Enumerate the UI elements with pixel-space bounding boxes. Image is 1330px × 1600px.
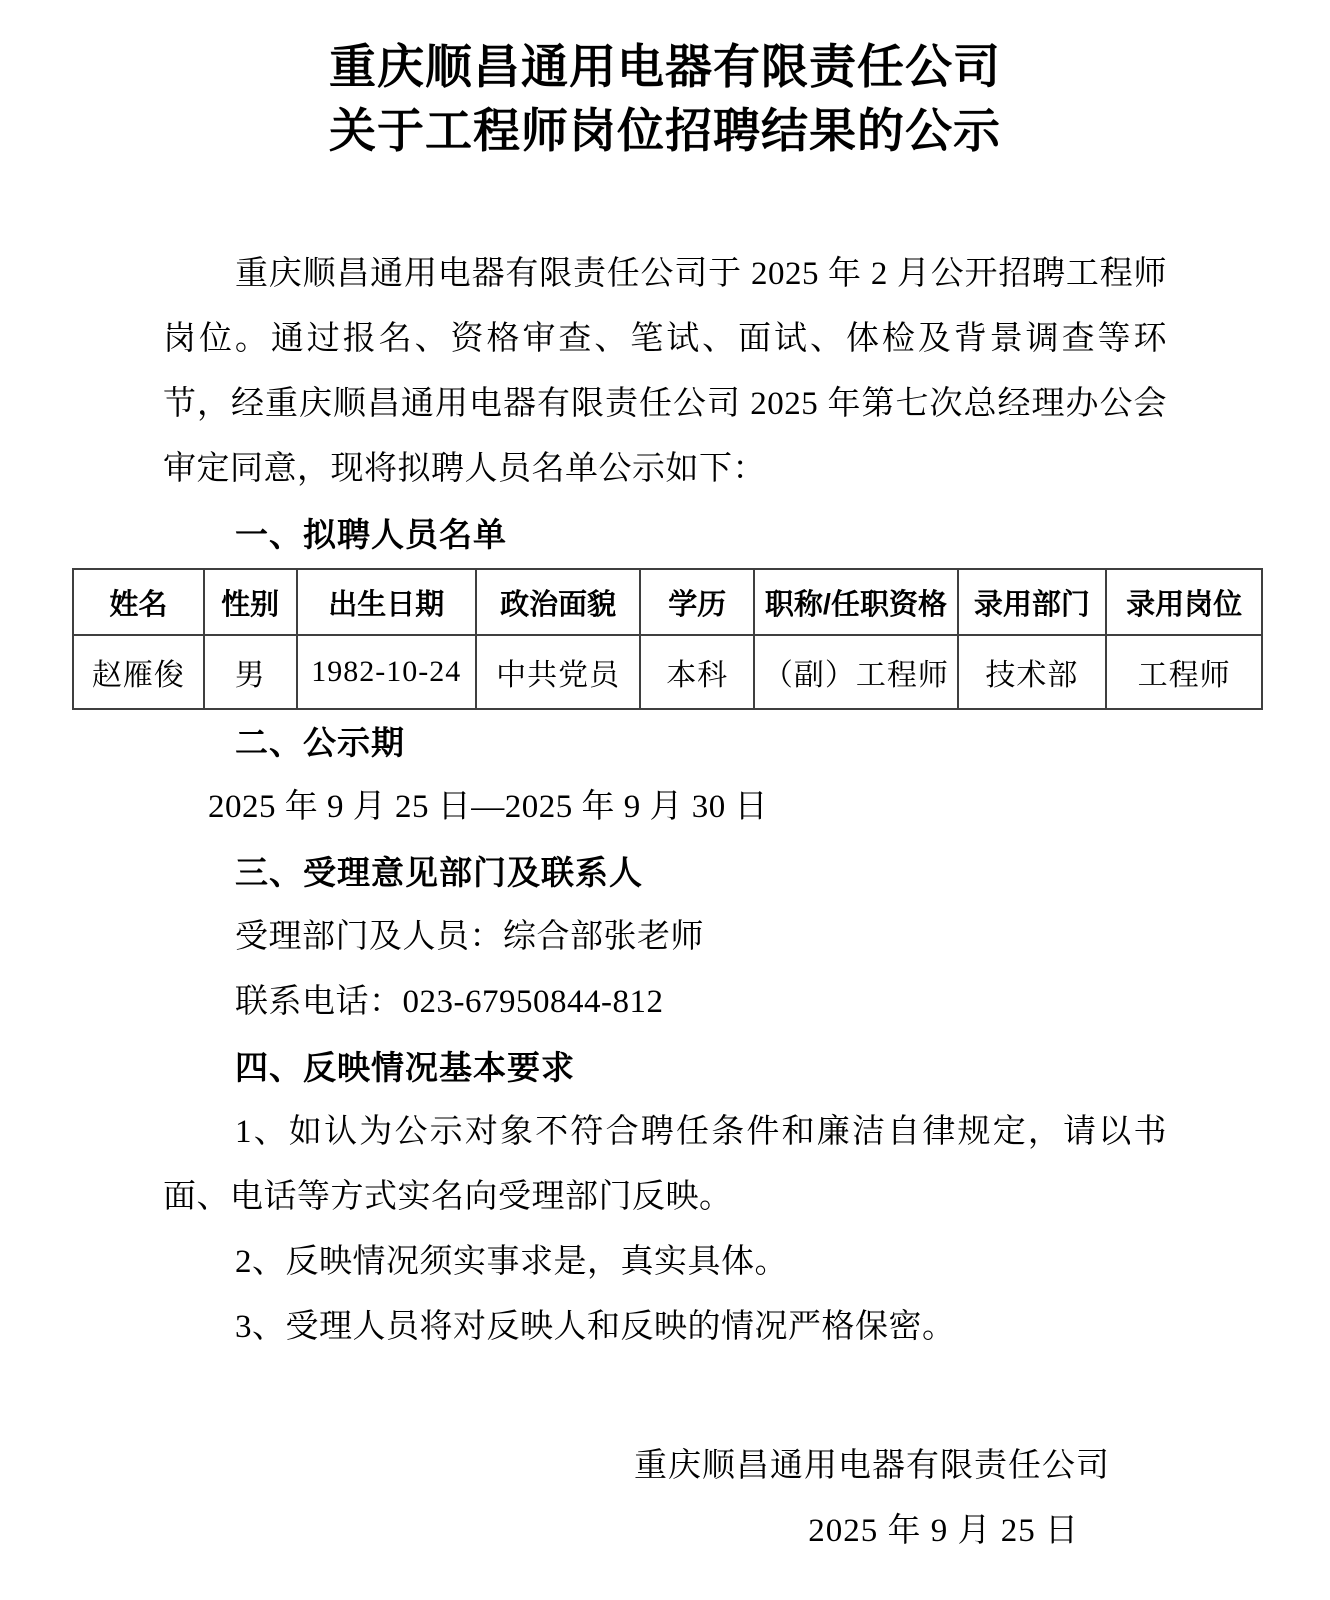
- contact-department: 受理部门及人员：综合部张老师: [235, 919, 704, 955]
- table-cell-title-qualification: （副）工程师: [754, 635, 957, 709]
- table-header-cell-birthdate: 出生日期: [297, 569, 477, 635]
- table-cell-name: 赵雁俊: [73, 635, 204, 709]
- table-header-cell-gender: 性别: [204, 569, 297, 635]
- table-header-row: [73, 569, 1262, 635]
- table-header-cell-education: 学历: [640, 569, 754, 635]
- table-cell-hiring-position: 工程师: [1106, 635, 1262, 709]
- table-cell-hiring-department: 技术部: [958, 635, 1107, 709]
- document-title-line2: 关于工程师岗位招聘结果的公示: [329, 106, 1001, 158]
- table-cell-gender: 男: [204, 635, 297, 709]
- table-header-cell-title-qualification: 职称/任职资格: [754, 569, 957, 635]
- table-header-cell-hiring-position: 录用岗位: [1106, 569, 1262, 635]
- document-title: [163, 36, 1167, 164]
- requirement-item-3: 3、受理人员将对反映人和反映的情况严格保密。: [235, 1309, 956, 1345]
- roster-table-wrapper: [72, 568, 1263, 710]
- contact-phone: 联系电话：023-67950844-812: [235, 984, 664, 1020]
- table-header-cell-hiring-department: 录用部门: [958, 569, 1107, 635]
- roster-table: [72, 568, 1263, 710]
- signature-company: 重庆顺昌通用电器有限责任公司: [634, 1448, 1110, 1484]
- table-cell-education: 本科: [640, 635, 754, 709]
- table-cell-political-status: 中共党员: [476, 635, 640, 709]
- table-header-cell-name: 姓名: [73, 569, 204, 635]
- table-row: [73, 635, 1262, 709]
- requirement-item-2: 2、反映情况须实事求是，真实具体。: [235, 1244, 788, 1280]
- requirement-item-1: 1、如认为公示对象不符合聘任条件和廉洁自律规定，请以书面、电话等方式实名向受理部门反映。: [163, 1114, 1167, 1215]
- section-4-heading: 四、反映情况基本要求: [235, 1049, 575, 1086]
- table-cell-birthdate: 1982-10-24: [297, 635, 477, 709]
- section-3-heading: 三、受理意见部门及联系人: [235, 854, 643, 891]
- document-title-line1: 重庆顺昌通用电器有限责任公司: [329, 42, 1001, 94]
- intro-paragraph: 重庆顺昌通用电器有限责任公司于 2025 年 2 月公开招聘工程师岗位。通过报名、资格审查、笔试、面试、体检及背景调查等环节，经重庆顺昌通用电器有限责任公司 2025 年第七次总经理办公会审定同意，现将拟聘人员名单公示如下：: [163, 256, 1167, 487]
- section-1-heading: 一、拟聘人员名单: [235, 516, 507, 553]
- signature-date: 2025 年 9 月 25 日: [808, 1513, 1079, 1549]
- table-header-cell-political-status: 政治面貌: [476, 569, 640, 635]
- signature-block: [163, 1434, 1167, 1564]
- publicity-period: 2025 年 9 月 25 日—2025 年 9 月 30 日: [208, 789, 768, 825]
- section-2-heading: 二、公示期: [235, 724, 405, 761]
